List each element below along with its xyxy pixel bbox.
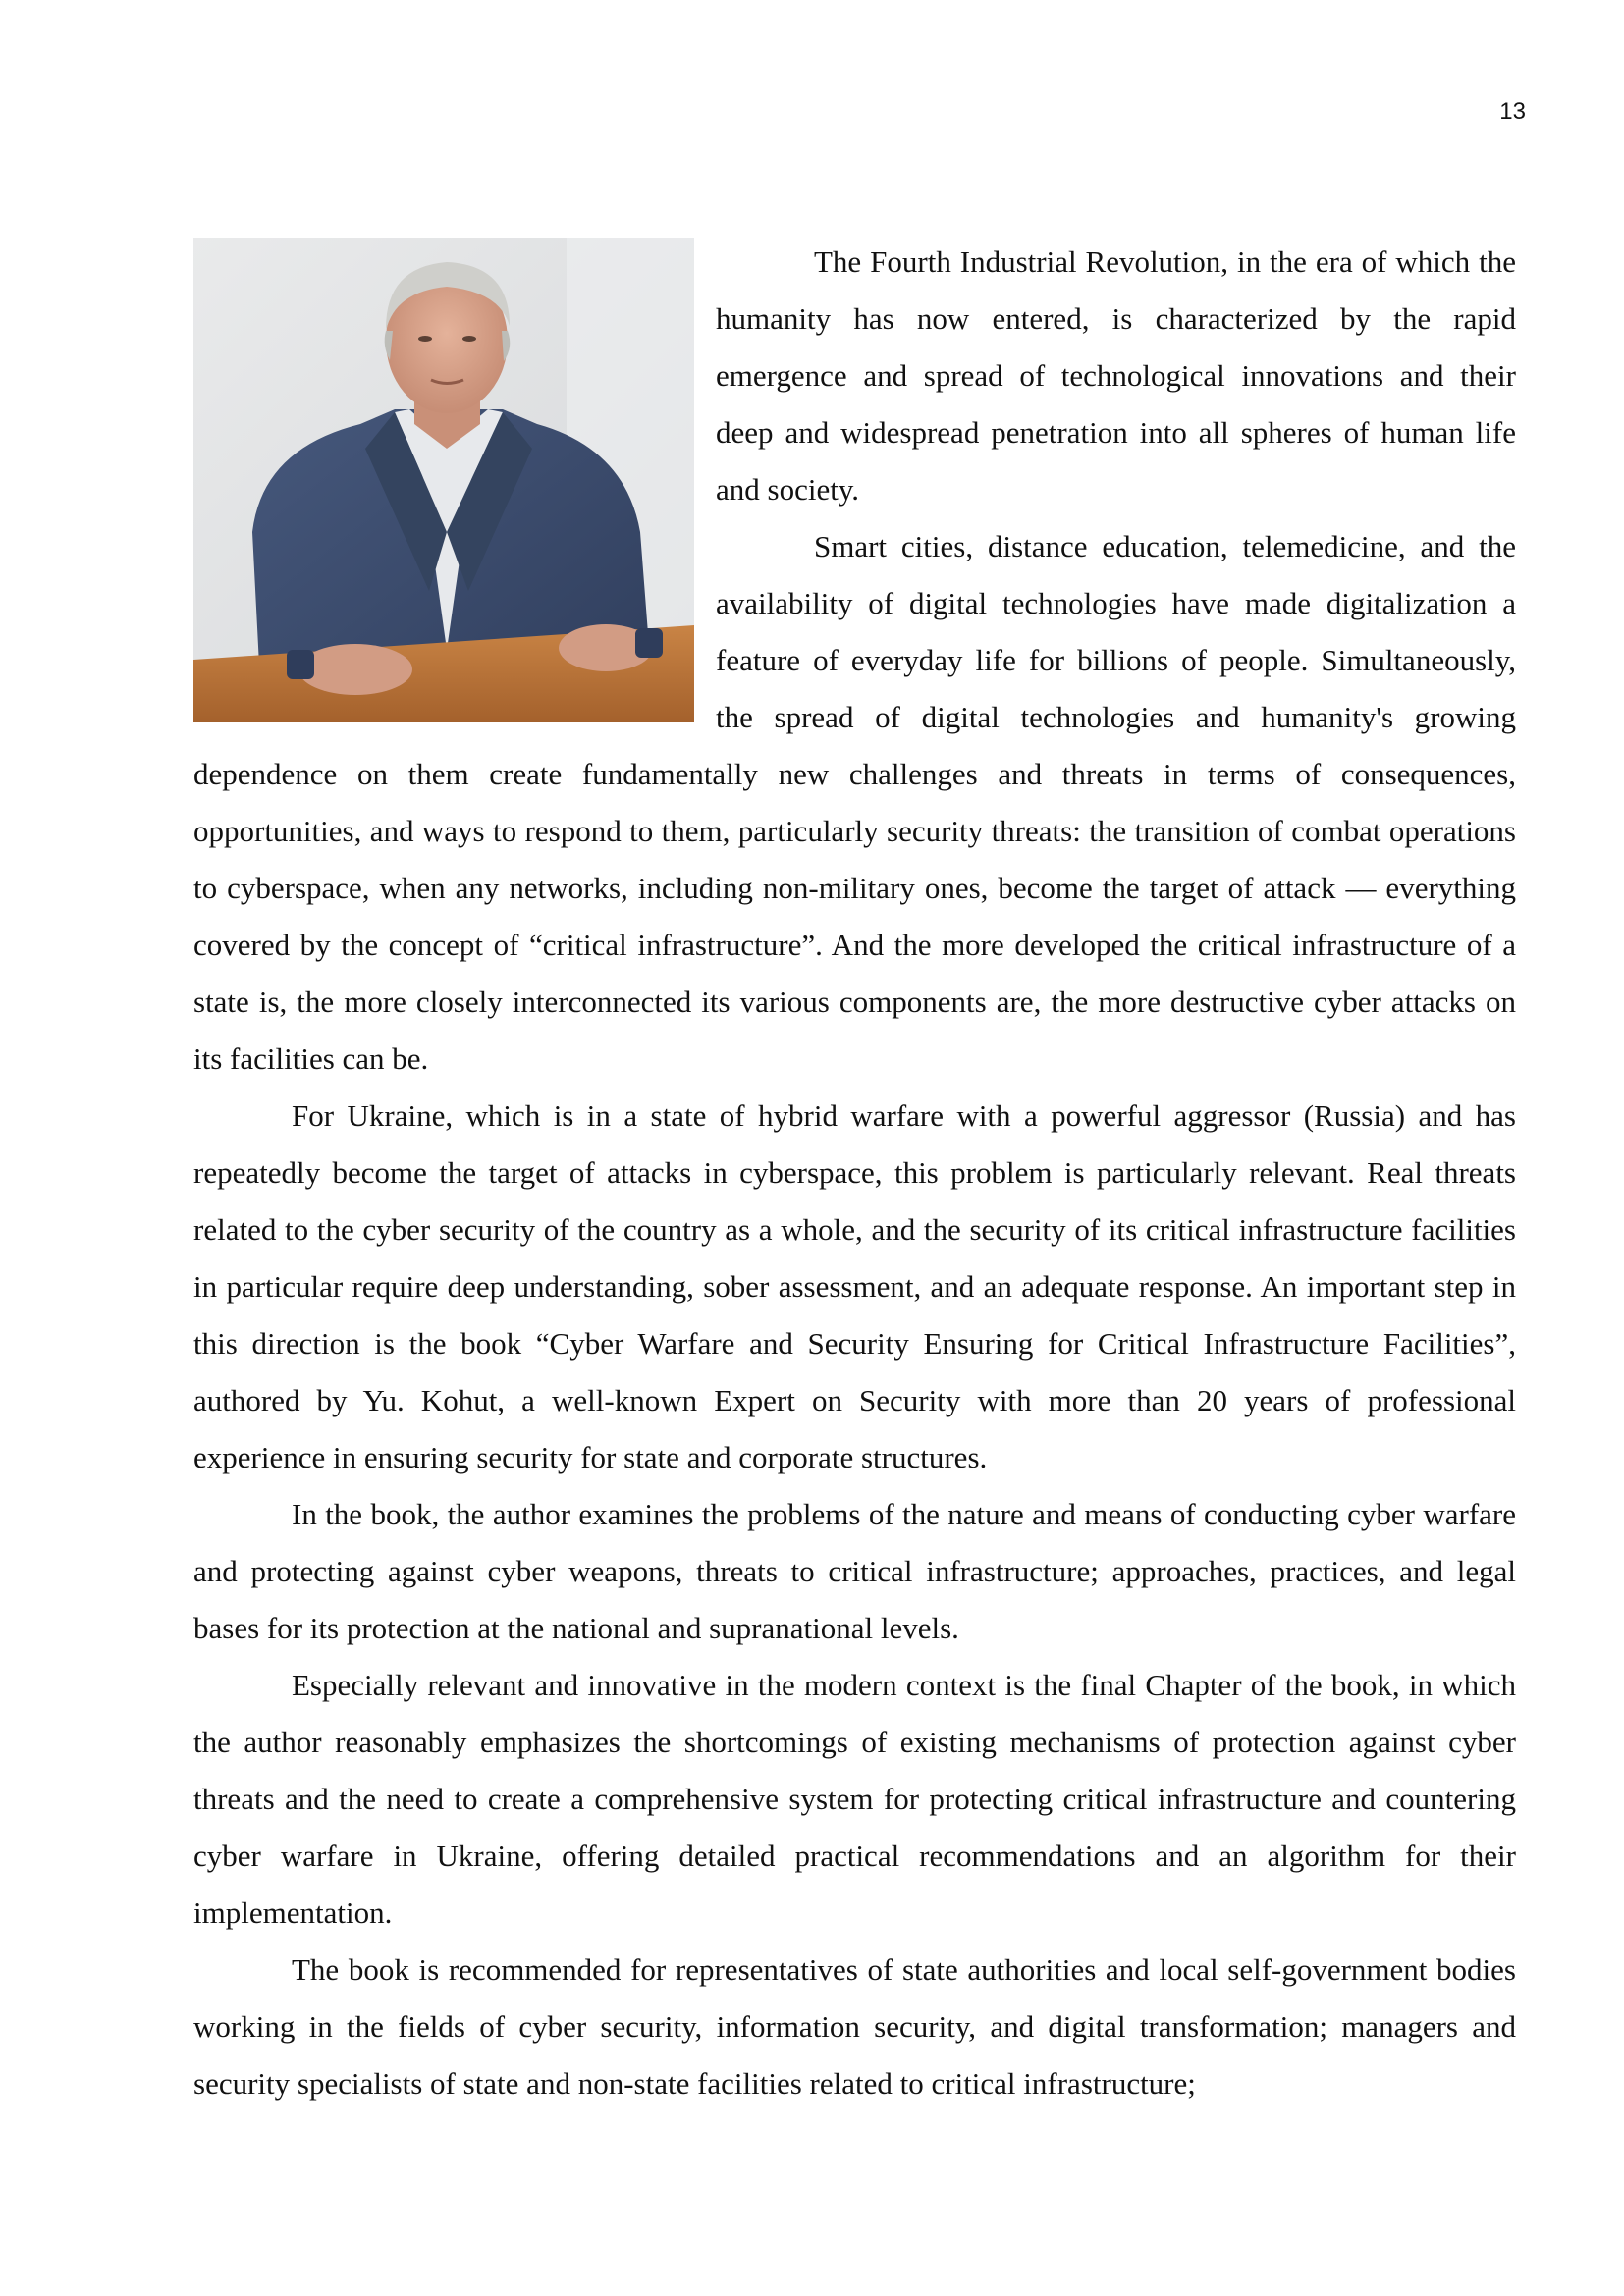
paragraph-1: The Fourth Industrial Revolution, in the era of which the humanity has now entered, is characterized by the rapid emergence and spread of technological innovations and their deep and widespread penetration into all spheres of human life and society. [716, 244, 1516, 507]
paragraph-6: The book is recommended for representatives of state authorities and local self-government bodies working in the fields of cyber security, information security, and digital transformation; managers and security specialists of state and non-state facilities related to critical infrastructure; [193, 1952, 1516, 2101]
paragraph-2: Smart cities, distance education, telemedicine, and the availability of digital technologies have made digitalization a feature of everyday life for billions of people. Simultaneously, the spread of digital technologies and humanity's growing dependence on them create fundamentally new challenges and threats in terms of consequences, opportunities, and ways to respond to them, particularly security threats: the transition of combat operations to cyberspace, when any networks, including non-military ones, become the target of attack — everything covered by the concept of “critical infrastructure”. And the more developed the critical infrastructure of a state is, the more closely interconnected its various components are, the more destructive cyber attacks on its facilities can be. [193, 529, 1516, 1076]
paragraph-3: For Ukraine, which is in a state of hybrid warfare with a powerful aggressor (Russia) and has repeatedly become the target of attacks in cyberspace, this problem is particularly relevant. Real threats related to the cyber security of the country as a whole, and the security of its critical infrastructure facilities in particular require deep understanding, sober assessment, and an adequate response. An important step in this direction is the book “Cyber Warfare and Security Ensuring for Critical Infrastructure Facilities”, authored by Yu. Kohut, a well-known Expert on Security with more than 20 years of professional experience in ensuring security for state and corporate structures. [193, 1098, 1516, 1474]
author-portrait-icon [193, 238, 694, 722]
paragraph-5: Especially relevant and innovative in the modern context is the final Chapter of the book, in which the author reasonably emphasizes the shortcomings of existing mechanisms of protection against cyber threats and the need to create a comprehensive system for protecting critical infrastructure and countering cyber warfare in Ukraine, offering detailed practical recommendations and an algorithm for their implementation. [193, 1668, 1516, 1930]
page-number: 13 [1499, 98, 1526, 125]
paragraph-4: In the book, the author examines the problems of the nature and means of conducting cyber warfare and protecting against cyber weapons, threats to critical infrastructure; approaches, practices, and legal bases for its protection at the national and supranational levels. [193, 1497, 1516, 1645]
author-portrait-photo [193, 238, 694, 722]
body-text [193, 234, 1516, 2112]
